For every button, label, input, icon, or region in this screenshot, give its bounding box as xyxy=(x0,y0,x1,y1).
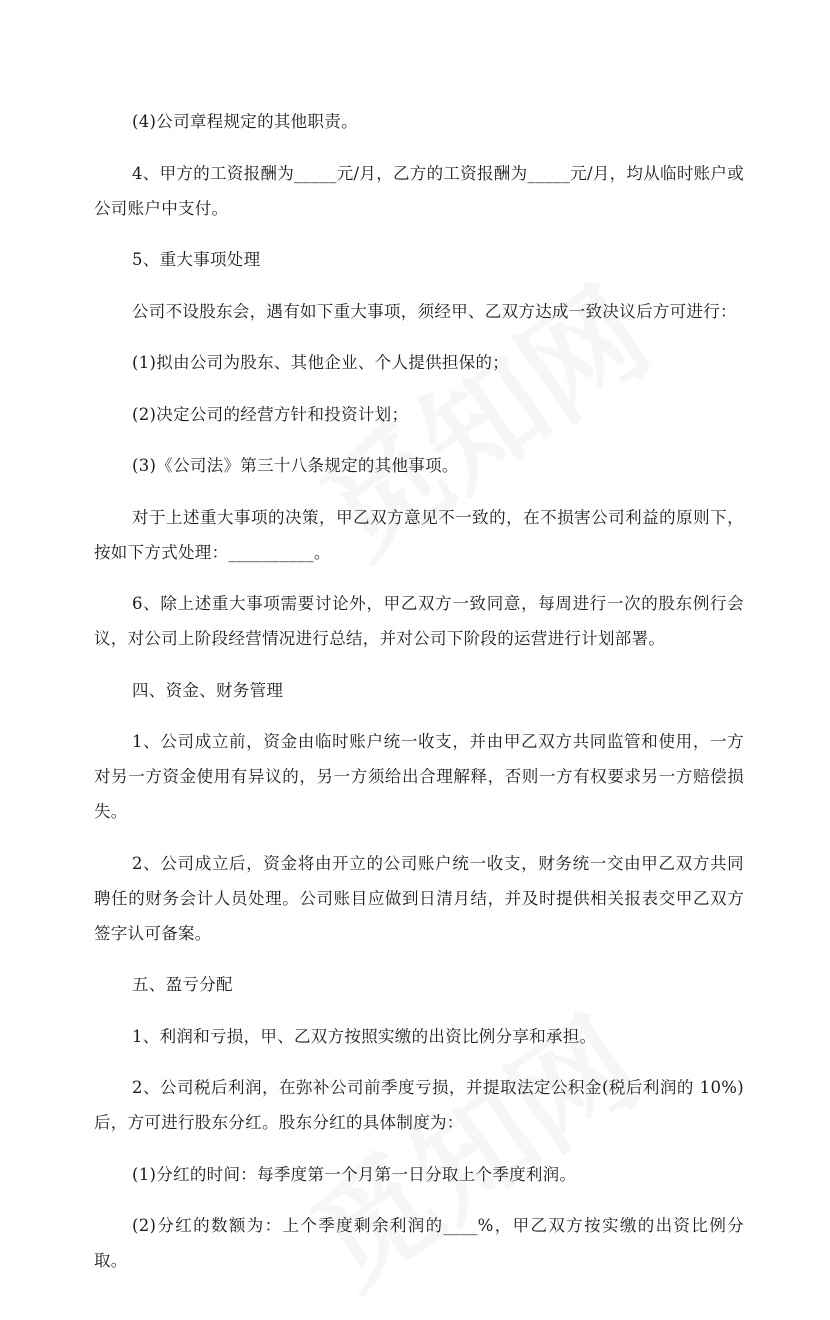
section-4-heading: 四、资金、财务管理 xyxy=(132,680,284,700)
section-5-item-2: (2)分红的数额为：上个季度剩余利润的____%，甲乙双方按实缴的出资比例分取。 xyxy=(94,1216,744,1270)
section-4-clause-1: 1、公司成立前，资金由临时账户统一收支，并由甲乙双方共同监管和使用，一方对另一方资金使用有异议的，另一方须给出合理解释，否则一方有权要求另一方赔偿损失。 xyxy=(94,732,744,821)
clause-5-disagreement: 对于上述重大事项的决策，甲乙双方意见不一致的，在不损害公司利益的原则下，按如下方式处理：__________。 xyxy=(94,507,744,562)
clause-6-meetings: 6、除上述重大事项需要讨论外，甲乙双方一致同意，每周进行一次的股东例行会议，对公司上阶段经营情况进行总结，并对公司下阶段的运营进行计划部署。 xyxy=(94,594,744,648)
clause-item-4-duties: (4)公司章程规定的其他职责。 xyxy=(132,112,358,131)
document-body xyxy=(94,104,744,1295)
clause-5-item-2: (2)决定公司的经营方针和投资计划； xyxy=(132,404,409,424)
section-5-item-1: (1)分红的时间：每季度第一个月第一日分取上个季度利润。 xyxy=(132,1164,577,1184)
clause-5-item-1: (1)拟由公司为股东、其他企业、个人提供担保的； xyxy=(132,353,510,372)
clause-5-item-3: (3)《公司法》第三十八条规定的其他事项。 xyxy=(132,456,459,475)
clause-5-intro: 公司不设股东会，遇有如下重大事项，须经甲、乙双方达成一致决议后方可进行： xyxy=(132,301,737,321)
clause-4-salary: 4、甲方的工资报酬为_____元/月，乙方的工资报酬为_____元/月，均从临时账户或公司账户中支付。 xyxy=(94,163,745,218)
section-5-clause-2: 2、公司税后利润，在弥补公司前季度亏损，并提取法定公积金(税后利润的 10%)后，方可进行股东分红。股东分红的具体制度为： xyxy=(94,1078,744,1132)
section-5-heading: 五、盈亏分配 xyxy=(132,975,233,994)
clause-5-heading: 5、重大事项处理 xyxy=(132,250,261,269)
section-4-clause-2: 2、公司成立后，资金将由开立的公司账户统一收支，财务统一交由甲乙双方共同聘任的财务会计人员处理。公司账目应做到日清月结，并及时提供相关报表交甲乙双方签字认可备案。 xyxy=(94,853,744,943)
section-5-clause-1: 1、利润和亏损，甲、乙双方按照实缴的出资比例分享和承担。 xyxy=(132,1026,597,1046)
